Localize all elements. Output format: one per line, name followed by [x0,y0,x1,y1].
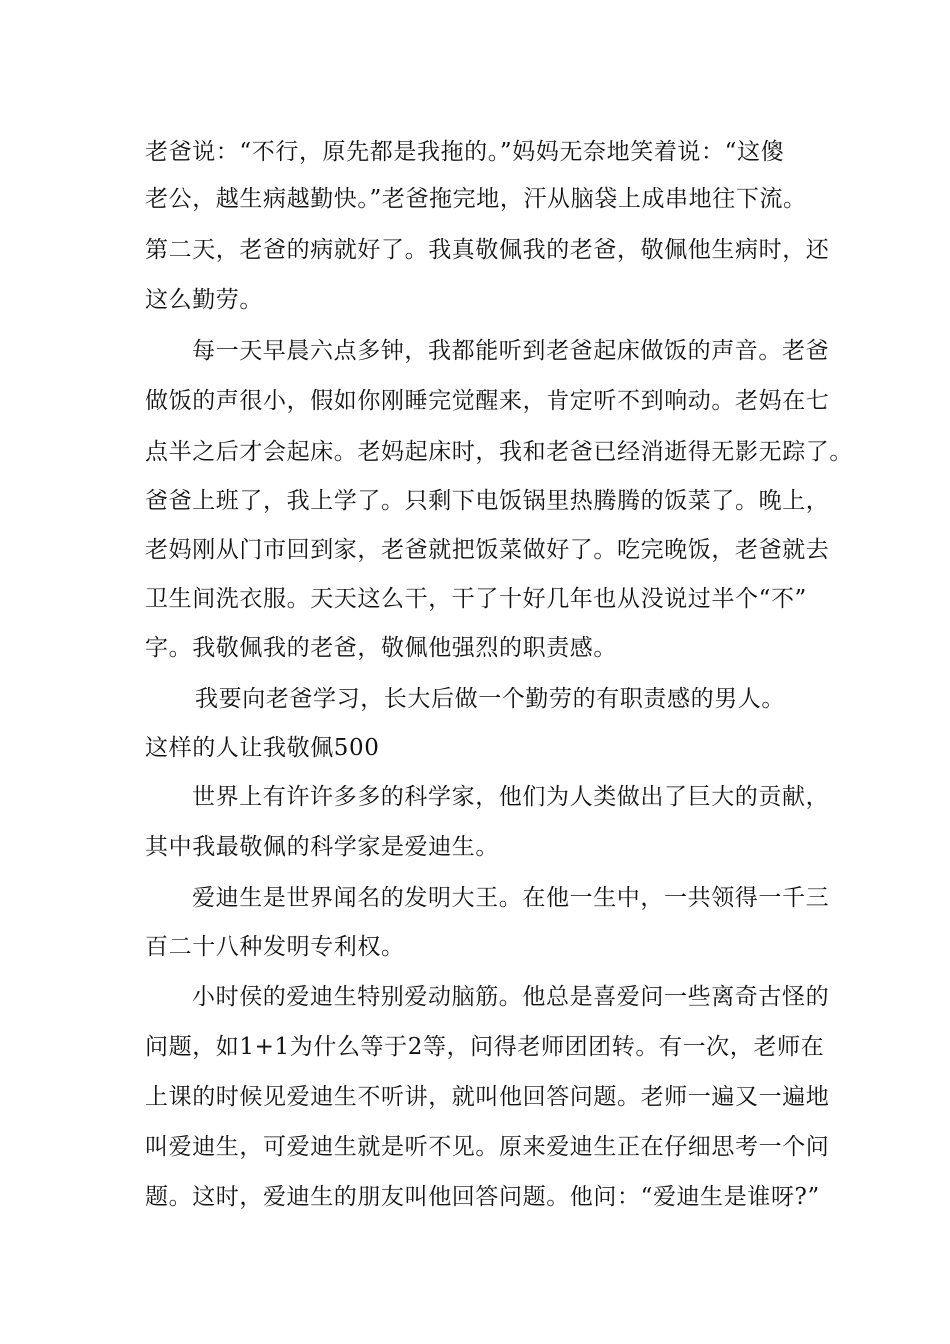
paragraph-first-line: 爱迪生是世界闻名的发明大王。在他一生中，一共领得一千三 [192,885,830,911]
text-line: 卫生间洗衣服。天天这么干，干了十好几年也从没说过半个“不” [145,586,807,612]
text-line: 老公，越生病越勤快。”老爸拖完地，汗从脑袋上成串地往下流。 [145,186,807,212]
text-line: 百二十八种发明专利权。 [145,934,405,960]
text-line: 这么勤劳。 [145,287,263,313]
text-line: 题。这时，爱迪生的朋友叫他回答问题。他问：“爱迪生是谁呀?” [145,1184,820,1210]
paragraph-first-line: 世界上有许许多多的科学家，他们为人类做出了巨大的贡献， [192,784,830,810]
text-line: 叫爱迪生，可爱迪生就是听不见。原来爱迪生正在仔细思考一个问 [145,1134,830,1160]
text-line: 字。我敬佩我的老爸，敬佩他强烈的职责感。 [145,635,617,661]
paragraph-first-line: 我要向老爸学习，长大后做一个勤劳的有职责感的男人。 [195,686,785,712]
text-line: 其中我最敬佩的科学家是爱迪生。 [145,834,499,860]
text-line: 点半之后才会起床。老妈起床时，我和老爸已经消逝得无影无踪了。 [145,439,853,465]
text-line: 问题，如1+1为什么等于2等，问得老师团团转。有一次，老师在 [145,1034,825,1060]
text-line: 爸爸上班了，我上学了。只剩下电饭锅里热腾腾的饭菜了。晚上， [145,488,830,514]
paragraph-first-line: 每一天早晨六点多钟，我都能听到老爸起床做饭的声音。老爸 [192,338,830,364]
text-line: 做饭的声很小，假如你刚睡完觉醒来，肯定听不到响动。老妈在七 [145,388,830,414]
text-line: 老爸说：“不行，原先都是我拖的。”妈妈无奈地笑着说：“这傻 [145,139,785,165]
text-line: 老妈刚从门市回到家，老爸就把饭菜做好了。吃完晚饭，老爸就去 [145,537,830,563]
essay-title: 这样的人让我敬佩500 [145,735,380,761]
paragraph-first-line: 小时侯的爱迪生特别爱动脑筋。他总是喜爱问一些离奇古怪的 [192,984,830,1010]
text-line: 第二天，老爸的病就好了。我真敬佩我的老爸，敬佩他生病时，还 [145,237,830,263]
text-line: 上课的时候见爱迪生不听讲，就叫他回答问题。老师一遍又一遍地 [145,1084,830,1110]
